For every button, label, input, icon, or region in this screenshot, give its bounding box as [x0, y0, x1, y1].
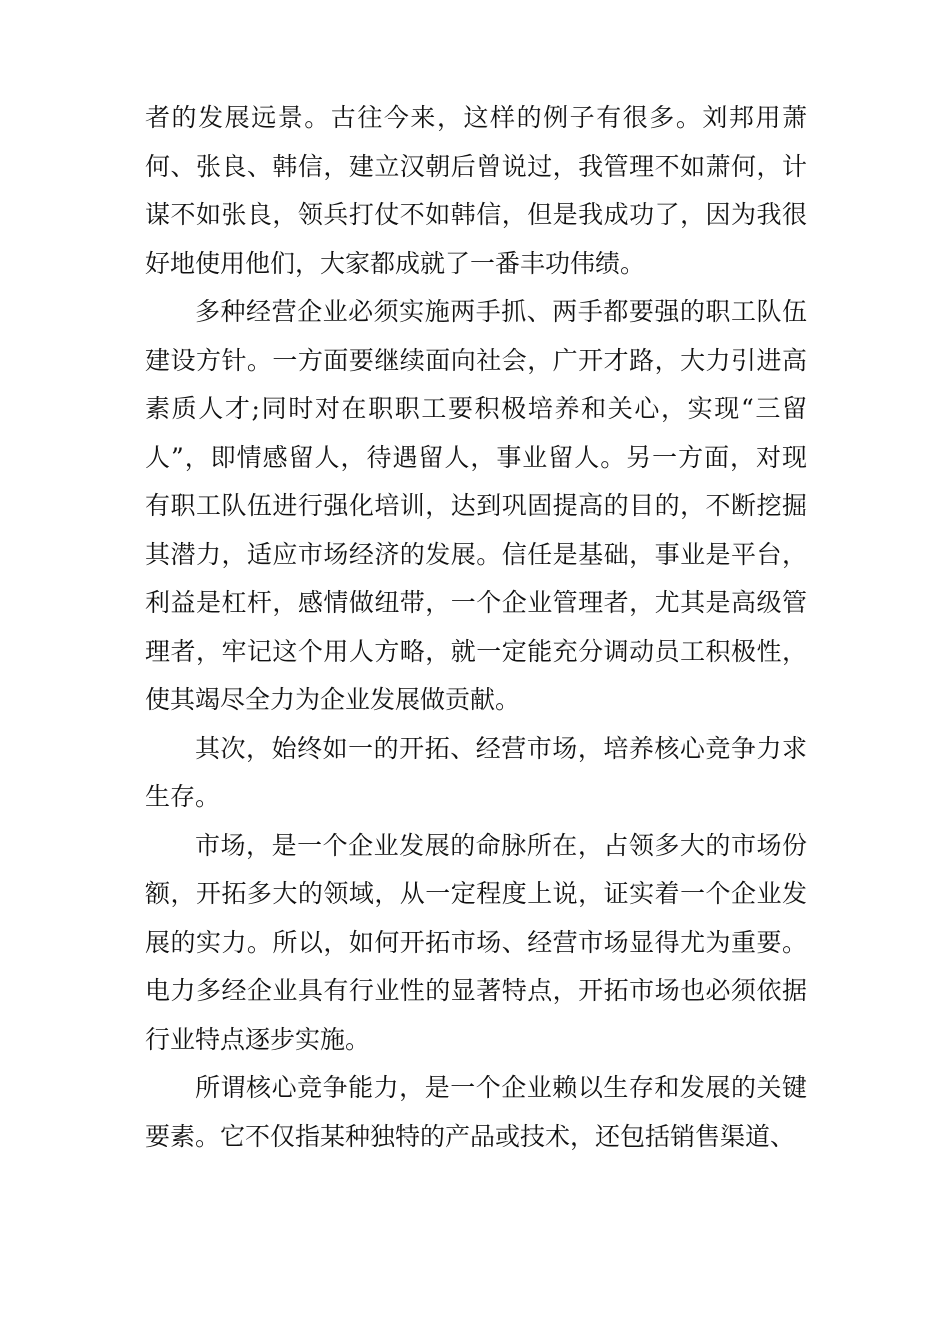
paragraph-staff-policy: 多种经营企业必须实施两手抓、两手都要强的职工队伍建设方针。一方面要继续面向社会，广开才路，大力引进高素质人才;同时对在职职工要积极培养和关心，实现“三留人”，即情感留人，待遇留人，事业留人。另一方面，对现有职工队伍进行强化培训，达到巩固提高的目的，不断挖掘其潜力，适应市场经济的发展。信任是基础，事业是平台，利益是杠杆，感情做纽带，一个企业管理者，尤其是高级管理者，牢记这个用人方略，就一定能充分调动员工积极性，使其竭尽全力为企业发展做贡献。 [145, 297, 807, 714]
paragraph-core-competence: 所谓核心竞争能力，是一个企业赖以生存和发展的关键要素。它不仅指某种独特的产品或技术，还包括销售渠道、 [145, 1073, 807, 1151]
paragraph-continuation: 者的发展远景。古往今来，这样的例子有很多。刘邦用萧何、张良、韩信，建立汉朝后曾说过，我管理不如萧何，计谋不如张良，领兵打仗不如韩信，但是我成功了，因为我很好地使用他们，大家都成就了一番丰功伟绩。 [145, 103, 807, 278]
paragraph-market: 市场，是一个企业发展的命脉所在，占领多大的市场份额，开拓多大的领域，从一定程度上说，证实着一个企业发展的实力。所以，如何开拓市场、经营市场显得尤为重要。电力多经企业具有行业性的显著特点，开拓市场也必须依据行业特点逐步实施。 [145, 830, 807, 1054]
document-body [145, 94, 807, 1161]
paragraph-market-heading: 其次，始终如一的开拓、经营市场，培养核心竞争力求生存。 [145, 733, 807, 811]
